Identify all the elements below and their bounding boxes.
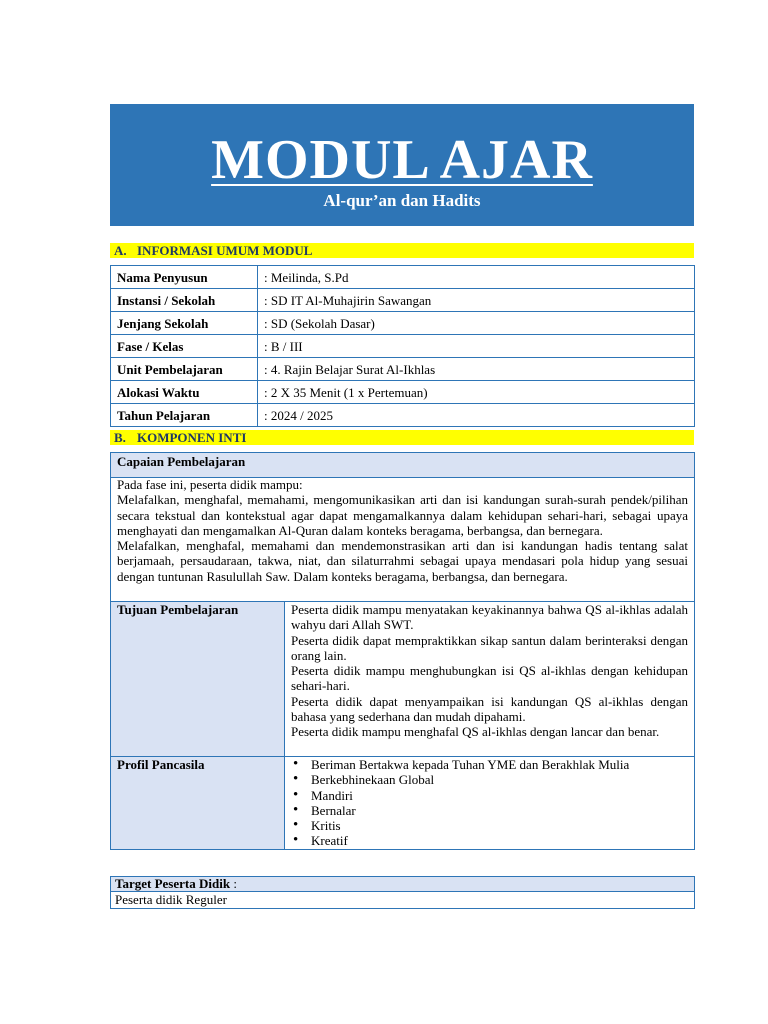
section-a-number: A.: [114, 243, 127, 258]
tujuan-item: Peserta didik mampu menghafal QS al-ikhlas dengan lancar dan benar.: [291, 724, 660, 740]
capaian-paragraph: Pada fase ini, peserta didik mampu:: [117, 477, 303, 492]
section-b-title: KOMPONEN INTI: [137, 430, 247, 445]
capaian-paragraph: Melafalkan, menghafal, memahami dan mendemonstrasikan arti dan isi kandungan hadis tentang salat berjamaah, persaudaraan, takwa, niat, dan silaturrahmi sebagai upaya mendasari pola hidup yang sesuai dengan tuntunan Rasulullah Saw. Dalam konteks beragama, berbangsa, dan bernegara.: [117, 538, 688, 584]
table-row: [111, 335, 695, 358]
target-heading: Target Peserta Didik: [115, 876, 231, 891]
document-title: MODUL AJAR: [211, 129, 593, 191]
table-row: [111, 358, 695, 381]
title-banner: [110, 104, 694, 226]
profil-list: [285, 757, 694, 849]
profil-row: [110, 756, 695, 850]
capaian-paragraph: Melafalkan, menghafal, memahami, mengomunikasikan arti dan isi kandungan surah-surah pendek/pilihan secara tekstual dan kontekstual agar dapat mengamalkannya dalam kehidupan sehari-hari, sebagai upaya menghayati dan mengamalkan Al-Quran dalam konteks beragama, berbangsa, dan bernegara.: [117, 492, 688, 538]
table-row: [111, 289, 695, 312]
capaian-heading: Capaian Pembelajaran: [110, 452, 695, 478]
profil-item: • Berkebhinekaan Global: [311, 772, 688, 787]
target-heading-row: [110, 876, 695, 892]
document-subtitle: Al-qur’an dan Hadits: [323, 191, 481, 210]
target-heading-suffix: :: [230, 876, 237, 891]
table-row: [111, 266, 695, 289]
tujuan-item: Peserta didik dapat menyampaikan isi kandungan QS al-ikhlas dengan bahasa yang sederhana dan mudah dipahami.: [291, 693, 688, 725]
tujuan-item: Peserta didik mampu menyatakan keyakinannya bahwa QS al-ikhlas adalah wahyu dari Allah SWT.: [291, 602, 688, 633]
info-value: : SD (Sekolah Dasar): [258, 312, 695, 335]
profil-item: • Mandiri: [311, 788, 688, 803]
section-a-heading: [110, 243, 694, 258]
info-label: Tahun Pelajaran: [111, 404, 258, 427]
info-label: Unit Pembelajaran: [111, 358, 258, 381]
info-value: : 4. Rajin Belajar Surat Al-Ikhlas: [258, 358, 695, 381]
tujuan-list: [285, 602, 694, 756]
tujuan-row: [110, 601, 695, 757]
tujuan-item: Peserta didik dapat mempraktikkan sikap santun dalam berinteraksi dengan orang lain.: [291, 632, 688, 663]
profil-item: • Kreatif: [311, 833, 688, 848]
profil-heading: Profil Pancasila: [111, 757, 285, 849]
info-label: Alokasi Waktu: [111, 381, 258, 404]
section-a-title: INFORMASI UMUM MODUL: [137, 243, 313, 258]
table-row: [111, 381, 695, 404]
info-value: : Meilinda, S.Pd: [258, 266, 695, 289]
tujuan-heading: Tujuan Pembelajaran: [111, 602, 285, 756]
section-b-heading: [110, 430, 694, 445]
tujuan-item: Peserta didik mampu menghubungkan isi QS al-ikhlas dengan kehidupan sehari-hari.: [291, 663, 688, 694]
target-value: Peserta didik Reguler: [110, 891, 695, 909]
info-value: : 2024 / 2025: [258, 404, 695, 427]
info-value: : 2 X 35 Menit (1 x Pertemuan): [258, 381, 695, 404]
info-label: Nama Penyusun: [111, 266, 258, 289]
info-value: : SD IT Al-Muhajirin Sawangan: [258, 289, 695, 312]
profil-item: • Bernalar: [311, 803, 688, 818]
table-row: [111, 404, 695, 427]
info-table: [110, 265, 695, 427]
info-label: Instansi / Sekolah: [111, 289, 258, 312]
profil-item: • Kritis: [311, 818, 688, 833]
info-label: Fase / Kelas: [111, 335, 258, 358]
profil-item: • Beriman Bertakwa kepada Tuhan YME dan Berakhlak Mulia: [311, 757, 688, 772]
table-row: [111, 312, 695, 335]
section-b-number: B.: [114, 430, 126, 445]
info-value: : B / III: [258, 335, 695, 358]
capaian-body: [110, 477, 695, 602]
info-label: Jenjang Sekolah: [111, 312, 258, 335]
